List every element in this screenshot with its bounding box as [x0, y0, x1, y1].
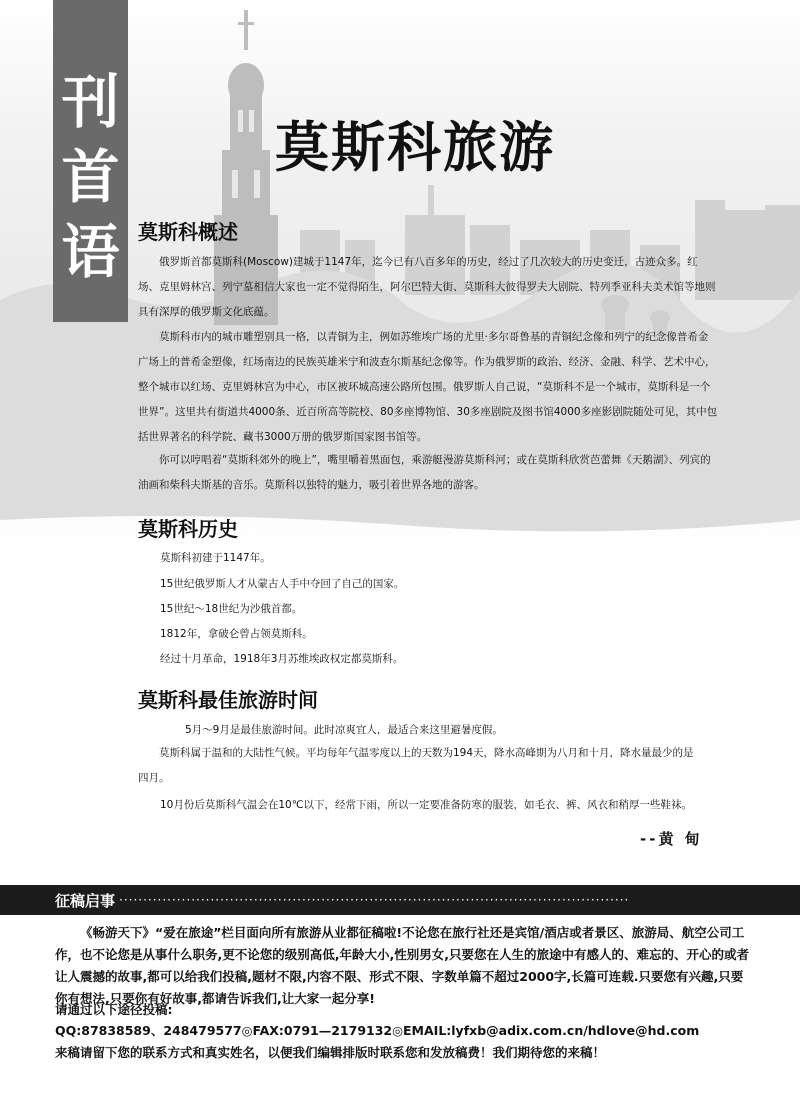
overview-paragraph: 莫斯科市内的城市雕塑别具一格，以青铜为主，例如苏维埃广场的尤里·多尔哥鲁基的青铜纪念像和列宁的纪念像普希金广场上的普希金塑像，红场南边的民族英雄米宁和波查尔斯基纪念像等。作为俄罗斯的政治、经济、金融、科学、艺术中心，整个城市以红场、克里姆林宫为中心，市区被环城高速公路所包围。俄罗斯人自己说，“莫斯科不是一个城市，莫斯科是一个世界”。这里共有街道共4000条、近百所高等院校、80多座博物馆、30多座剧院及图书馆4000多座影剧院随处可见，其中包括世界著名的科学院、藏书3000万册的俄罗斯国家图书馆等。 [138, 331, 718, 443]
sidebar-char-3: 语 [61, 218, 120, 286]
best-time-paragraph: 莫斯科属于温和的大陆性气候。平均每年气温零度以上的天数为194天，降水高峰期为八月和十月，降水量最少的是四月。 [138, 747, 694, 784]
sidebar-char-1: 刊 [61, 68, 120, 136]
contact-info: QQ:87838589、248479577◎FAX:0791—2179132◎EMAIL:lyfxb@adix.com.cn/hdlove@hd.com [55, 1023, 700, 1038]
best-time-paragraph: 10月份后莫斯科气温会在10℃以下，经常下雨，所以一定要准备防寒的服装，如毛衣、裤、风衣和稍厚一些鞋袜。 [160, 799, 693, 811]
banner-dotted-rule: ·········································································································· [119, 893, 630, 907]
history-line: 经过十月革命，1918年3月苏维埃政权定都莫斯科。 [160, 653, 404, 665]
author-signature: --黄 甸 [640, 830, 703, 848]
call-for-papers-body: 《畅游天下》“爱在旅途”栏目面向所有旅游从业都征稿啦!不论您在旅行社还是宾馆/酒店或者景区、旅游局、航空公司工作，也不论您是从事什么职务,更不论您的级别高低,年龄大小,性别男女,只要您在人生的旅途中有感人的、难忘的、开心的或者让人震撼的故事,都可以给我们投稿,题材不限,内容不限、形式不限、字数单篇不超过2000字,长篇可连载.只要您有兴趣,只要你有想法,只要你有好故事,都请告诉我们,让大家一起分享! [55, 925, 749, 1006]
overview-paragraph: 俄罗斯首都莫斯科(Moscow)建城于1147年，迄今已有八百多年的历史，经过了几次较大的历史变迁，古迹众多。红场、克里姆林宫、列宁墓相信大家也一定不觉得陌生，阿尔巴特大街、莫斯科大彼得罗夫大剧院、特列季亚科夫美术馆等地则具有深厚的俄罗斯文化底蕴。 [138, 256, 716, 318]
history-line: 莫斯科初建于1147年。 [160, 552, 271, 564]
sidebar-panel [53, 0, 128, 322]
history-line: 1812年，拿破仑曾占领莫斯科。 [160, 628, 313, 640]
section-heading-history: 莫斯科历史 [138, 517, 238, 541]
best-time-paragraph: 5月～9月是最佳旅游时间。此时凉爽宜人，最适合来这里避暑度假。 [185, 724, 503, 736]
page-title: 莫斯科旅游 [275, 115, 555, 179]
section-heading-best-time: 莫斯科最佳旅游时间 [138, 688, 318, 712]
overview-paragraph: 你可以哼唱着“莫斯科郊外的晚上”，嘴里嚼着黑面包，乘游艇漫游莫斯科河；或在莫斯科欣赏芭蕾舞《天鹅湖》、列宾的油画和柴科夫斯基的音乐。莫斯科以独特的魅力，吸引着世界各地的游客。 [138, 454, 711, 491]
history-line: 15世纪俄罗斯人才从蒙古人手中夺回了自己的国家。 [160, 578, 405, 590]
sidebar-char-2: 首 [61, 143, 120, 211]
call-for-papers-banner [0, 885, 800, 915]
call-for-papers-title: 征稿启事 [55, 891, 116, 910]
history-line: 15世纪～18世纪为沙俄首都。 [160, 603, 303, 615]
closing-note: 来稿请留下您的联系方式和真实姓名，以便我们编辑排版时联系您和发放稿费！我们期待您的来稿！ [55, 1045, 606, 1060]
submit-label: 请通过以下途径投稿: [55, 1002, 173, 1017]
section-heading-overview: 莫斯科概述 [138, 220, 238, 244]
